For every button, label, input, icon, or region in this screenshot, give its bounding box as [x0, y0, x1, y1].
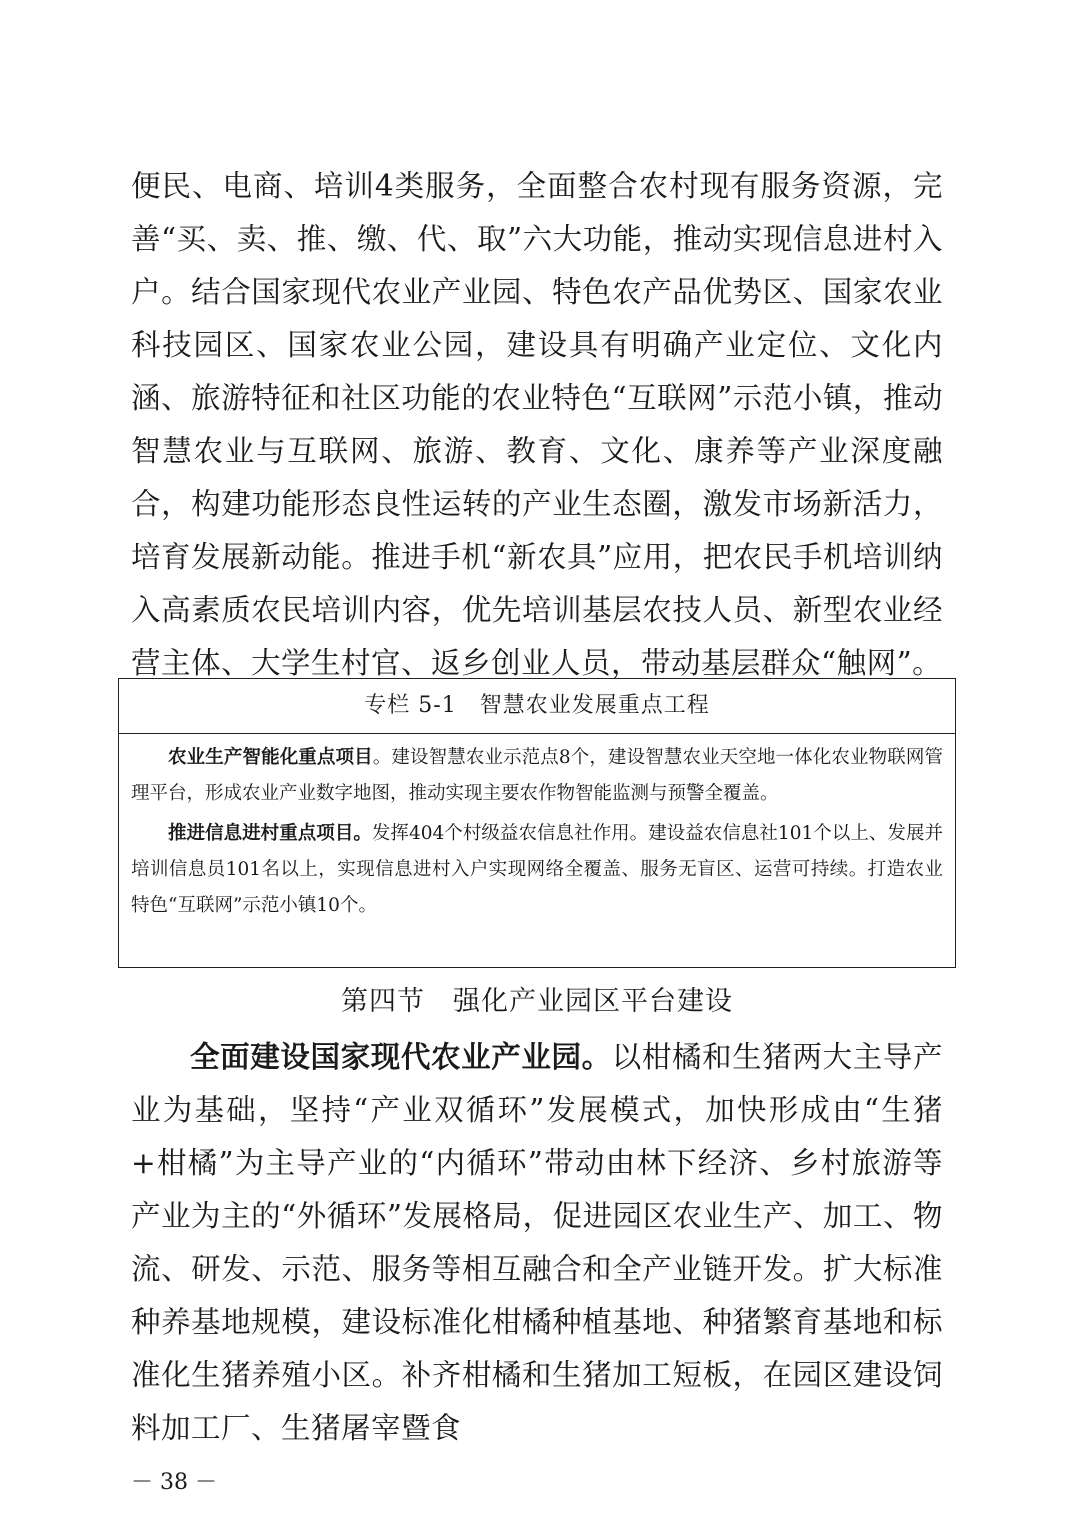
column-box-body	[119, 734, 955, 924]
page-number: － 38 －	[131, 1470, 217, 1495]
column-box-title: 专栏 5-1 智慧农业发展重点工程	[119, 679, 955, 734]
section-title: 第四节 强化产业园区平台建设	[341, 986, 733, 1017]
paragraph-lead: 全面建设国家现代农业产业园。	[190, 1039, 612, 1074]
column-box-item	[131, 740, 943, 812]
paragraph-text: 以柑橘和生猪两大主导产业为基础，坚持“产业双循环”发展模式，加快形成由“生猪+柑橘”为主导产业的“内循环”带动由林下经济、乡村旅游等产业为主的“外循环”发展格局，促进园区农业生产、加工、物流、研发、示范、服务等相互融合和全产业链开发。扩大标准种养基地规模，建设标准化柑橘种植基地、种猪繁育基地和标准化生猪养殖小区。补齐柑橘和生猪加工短板，在园区建设饲料加工厂、生猪屠宰暨食	[131, 1040, 943, 1445]
column-item-text: 。建设智慧农业示范点8个，建设智慧农业天空地一体化农业物联网管理平台，形成农业产业数字地图，推动实现主要农作物智能监测与预警全覆盖。	[131, 747, 943, 804]
column-box-item	[131, 816, 943, 924]
body-paragraph	[131, 1030, 943, 1455]
column-item-heading: 推进信息进村重点项目。	[168, 823, 372, 844]
body-paragraph: 便民、电商、培训4类服务，全面整合农村现有服务资源，完善“买、卖、推、缴、代、取”六大功能，推动实现信息进村入户。结合国家现代农业产业园、特色农产品优势区、国家农业科技园区、国家农业公园，建设具有明确产业定位、文化内涵、旅游特征和社区功能的农业特色“互联网”示范小镇，推动智慧农业与互联网、旅游、教育、文化、康养等产业深度融合，构建功能形态良性运转的产业生态圈，激发市场新活力，培育发展新动能。推进手机“新农具”应用，把农民手机培训纳入高素质农民培训内容，优先培训基层农技人员、新型农业经营主体、大学生村官、返乡创业人员，带动基层群众“触网”。	[131, 169, 943, 680]
column-item-text: 发挥404个村级益农信息社作用。建设益农信息社101个以上、发展并培训信息员101名以上，实现信息进村入户实现网络全覆盖、服务无盲区、运营可持续。打造农业特色“互联网”示范小镇10个。	[131, 823, 943, 916]
column-box	[118, 678, 956, 968]
column-item-heading: 农业生产智能化重点项目	[168, 747, 373, 768]
